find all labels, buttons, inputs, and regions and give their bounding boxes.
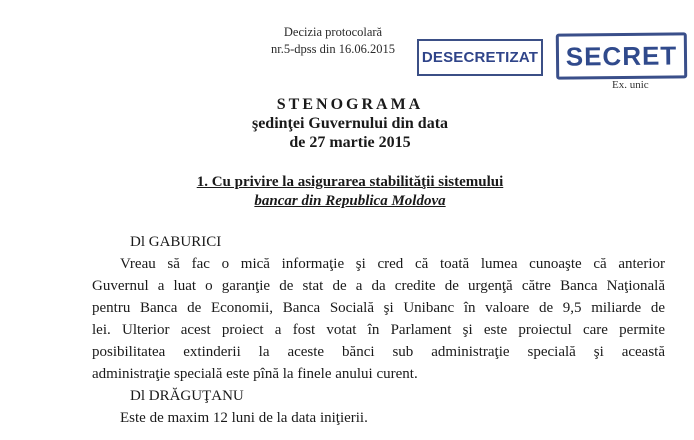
speech-line: pentru Banca de Economii, Banca Socială şi Unibanc în valoare de 9,5 miliarde de — [92, 300, 665, 316]
speech-line: administraţie specială este pînă la finele anului curent. — [92, 366, 418, 382]
speech-line: Este de maxim 12 luni de la data iniţierii. — [120, 410, 368, 426]
decision-reference — [258, 24, 408, 58]
speech-line: Vreau să fac o mică informaţie şi cred că toată lumea cunoaşte că anterior — [120, 256, 665, 272]
speaker-name: Dl DRĂGUŢANU — [130, 388, 244, 404]
declassified-stamp: DESECRETIZAT — [417, 39, 543, 76]
decision-line-1: Decizia protocolară — [283, 25, 383, 39]
speech-paragraph — [92, 407, 665, 429]
section-line-2: bancar din Republica Moldova — [254, 193, 446, 209]
document-title — [180, 95, 520, 152]
title-line-3: de 27 martie 2015 — [289, 134, 411, 151]
speech-line: posibilitatea extinderii la aceste bănci sub administraţie specială şi această — [92, 344, 665, 360]
decision-line-2: nr.5-dpss din 16.06.2015 — [271, 42, 395, 56]
secret-stamp: SECRET — [556, 32, 687, 79]
copy-note: Ex. unic — [612, 79, 649, 91]
speech-line: lei. Ulterior acest proiect a fost votat în Parlament şi este proiectul care permite — [92, 322, 665, 338]
title-line-2: şedinţei Guvernului din data — [251, 115, 449, 132]
speech-line: Guvernul a luat o garanţie de stat de a da credite de urgenţă către Banca Naţională — [92, 278, 665, 294]
speech-paragraph — [92, 253, 665, 385]
section-line-1: 1. Cu privire la asigurarea stabilităţii sistemului — [196, 174, 504, 190]
speaker-name: Dl GABURICI — [130, 234, 222, 250]
title-line-1: STENOGRAMA — [276, 96, 424, 113]
section-heading — [160, 173, 540, 211]
